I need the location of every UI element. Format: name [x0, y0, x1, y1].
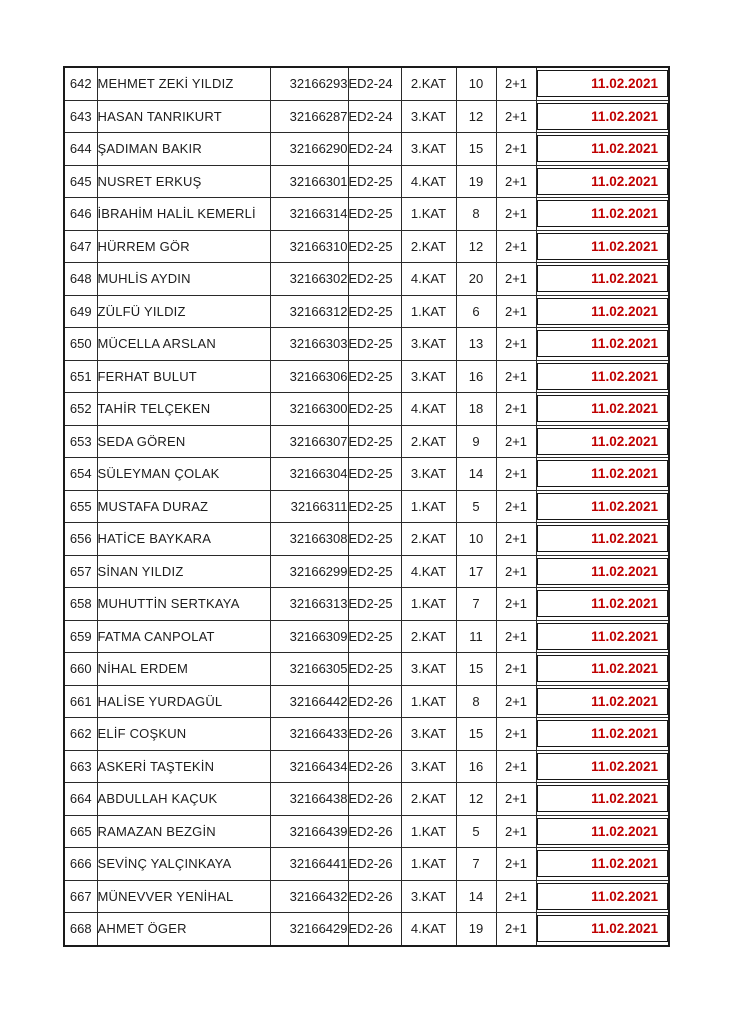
cell-date — [536, 100, 669, 133]
cell-row-number: 659 — [64, 620, 97, 653]
cell-row-number: 664 — [64, 783, 97, 816]
cell-block: ED2-25 — [348, 328, 401, 361]
date-box: 11.02.2021 — [537, 850, 669, 877]
cell-date — [536, 67, 669, 100]
cell-room-type: 2+1 — [496, 555, 536, 588]
cell-floor: 4.KAT — [401, 555, 456, 588]
table-row — [64, 67, 669, 100]
cell-date — [536, 588, 669, 621]
cell-date — [536, 815, 669, 848]
cell-unit-number: 15 — [456, 718, 496, 751]
cell-date — [536, 848, 669, 881]
table-row — [64, 880, 669, 913]
cell-name: HÜRREM GÖR — [97, 230, 270, 263]
cell-name: İBRAHİM HALİL KEMERLİ — [97, 198, 270, 231]
table-row — [64, 913, 669, 946]
cell-floor: 3.KAT — [401, 133, 456, 166]
cell-name: ELİF COŞKUN — [97, 718, 270, 751]
cell-block: ED2-26 — [348, 913, 401, 946]
cell-room-type: 2+1 — [496, 230, 536, 263]
cell-unit-number: 15 — [456, 133, 496, 166]
cell-registration-number: 32166303 — [270, 328, 348, 361]
date-box: 11.02.2021 — [537, 428, 669, 455]
table-row — [64, 523, 669, 556]
table-row — [64, 425, 669, 458]
cell-room-type: 2+1 — [496, 263, 536, 296]
cell-name: HASAN TANRIKURT — [97, 100, 270, 133]
cell-row-number: 658 — [64, 588, 97, 621]
cell-floor: 3.KAT — [401, 100, 456, 133]
cell-registration-number: 32166308 — [270, 523, 348, 556]
cell-date — [536, 620, 669, 653]
cell-name: SEDA GÖREN — [97, 425, 270, 458]
cell-block: ED2-25 — [348, 588, 401, 621]
cell-floor: 3.KAT — [401, 653, 456, 686]
cell-unit-number: 12 — [456, 100, 496, 133]
date-box: 11.02.2021 — [537, 688, 669, 715]
cell-date — [536, 750, 669, 783]
cell-name: RAMAZAN BEZGİN — [97, 815, 270, 848]
cell-registration-number: 32166300 — [270, 393, 348, 426]
cell-date — [536, 295, 669, 328]
cell-room-type: 2+1 — [496, 458, 536, 491]
cell-room-type: 2+1 — [496, 133, 536, 166]
cell-registration-number: 32166433 — [270, 718, 348, 751]
cell-row-number: 663 — [64, 750, 97, 783]
cell-room-type: 2+1 — [496, 848, 536, 881]
cell-registration-number: 32166299 — [270, 555, 348, 588]
cell-name: ŞADIMAN BAKIR — [97, 133, 270, 166]
cell-date — [536, 230, 669, 263]
cell-unit-number: 16 — [456, 360, 496, 393]
cell-registration-number: 32166429 — [270, 913, 348, 946]
cell-room-type: 2+1 — [496, 880, 536, 913]
cell-registration-number: 32166314 — [270, 198, 348, 231]
cell-registration-number: 32166438 — [270, 783, 348, 816]
date-box: 11.02.2021 — [537, 70, 669, 97]
cell-row-number: 656 — [64, 523, 97, 556]
table-row — [64, 620, 669, 653]
date-box: 11.02.2021 — [537, 785, 669, 812]
date-box: 11.02.2021 — [537, 233, 669, 260]
cell-room-type: 2+1 — [496, 360, 536, 393]
table-row — [64, 165, 669, 198]
cell-unit-number: 10 — [456, 67, 496, 100]
cell-block: ED2-26 — [348, 880, 401, 913]
cell-registration-number: 32166307 — [270, 425, 348, 458]
cell-block: ED2-25 — [348, 263, 401, 296]
cell-registration-number: 32166439 — [270, 815, 348, 848]
cell-block: ED2-25 — [348, 198, 401, 231]
table-row — [64, 328, 669, 361]
cell-block: ED2-25 — [348, 523, 401, 556]
cell-registration-number: 32166304 — [270, 458, 348, 491]
cell-unit-number: 10 — [456, 523, 496, 556]
cell-floor: 3.KAT — [401, 458, 456, 491]
cell-room-type: 2+1 — [496, 165, 536, 198]
cell-unit-number: 17 — [456, 555, 496, 588]
date-box: 11.02.2021 — [537, 525, 669, 552]
cell-room-type: 2+1 — [496, 685, 536, 718]
cell-room-type: 2+1 — [496, 718, 536, 751]
date-box: 11.02.2021 — [537, 265, 669, 292]
cell-floor: 4.KAT — [401, 263, 456, 296]
cell-name: NİHAL ERDEM — [97, 653, 270, 686]
cell-date — [536, 393, 669, 426]
cell-row-number: 662 — [64, 718, 97, 751]
cell-row-number: 657 — [64, 555, 97, 588]
date-box: 11.02.2021 — [537, 915, 669, 942]
cell-registration-number: 32166309 — [270, 620, 348, 653]
roster-table — [63, 66, 670, 947]
cell-row-number: 668 — [64, 913, 97, 946]
cell-floor: 2.KAT — [401, 523, 456, 556]
table-row — [64, 263, 669, 296]
cell-block: ED2-25 — [348, 295, 401, 328]
cell-date — [536, 718, 669, 751]
cell-room-type: 2+1 — [496, 490, 536, 523]
cell-room-type: 2+1 — [496, 913, 536, 946]
date-box: 11.02.2021 — [537, 753, 669, 780]
cell-date — [536, 913, 669, 946]
cell-name: MÜCELLA ARSLAN — [97, 328, 270, 361]
cell-room-type: 2+1 — [496, 67, 536, 100]
cell-unit-number: 8 — [456, 198, 496, 231]
cell-registration-number: 32166287 — [270, 100, 348, 133]
cell-block: ED2-26 — [348, 685, 401, 718]
cell-block: ED2-26 — [348, 718, 401, 751]
cell-row-number: 660 — [64, 653, 97, 686]
cell-block: ED2-25 — [348, 230, 401, 263]
table-row — [64, 685, 669, 718]
cell-block: ED2-25 — [348, 393, 401, 426]
cell-unit-number: 7 — [456, 588, 496, 621]
cell-date — [536, 653, 669, 686]
cell-floor: 2.KAT — [401, 67, 456, 100]
date-box: 11.02.2021 — [537, 590, 669, 617]
cell-room-type: 2+1 — [496, 588, 536, 621]
table-row — [64, 133, 669, 166]
cell-floor: 2.KAT — [401, 425, 456, 458]
cell-room-type: 2+1 — [496, 523, 536, 556]
date-box: 11.02.2021 — [537, 818, 669, 845]
cell-name: MUHUTTİN SERTKAYA — [97, 588, 270, 621]
cell-date — [536, 685, 669, 718]
cell-registration-number: 32166306 — [270, 360, 348, 393]
cell-name: TAHİR TELÇEKEN — [97, 393, 270, 426]
cell-registration-number: 32166312 — [270, 295, 348, 328]
date-box: 11.02.2021 — [537, 363, 669, 390]
table-row — [64, 653, 669, 686]
cell-floor: 3.KAT — [401, 328, 456, 361]
cell-unit-number: 19 — [456, 913, 496, 946]
cell-registration-number: 32166313 — [270, 588, 348, 621]
cell-unit-number: 13 — [456, 328, 496, 361]
date-box: 11.02.2021 — [537, 298, 669, 325]
cell-date — [536, 198, 669, 231]
cell-unit-number: 11 — [456, 620, 496, 653]
cell-name: HATİCE BAYKARA — [97, 523, 270, 556]
cell-room-type: 2+1 — [496, 783, 536, 816]
date-box: 11.02.2021 — [537, 200, 669, 227]
cell-room-type: 2+1 — [496, 100, 536, 133]
cell-unit-number: 20 — [456, 263, 496, 296]
cell-unit-number: 5 — [456, 490, 496, 523]
cell-room-type: 2+1 — [496, 295, 536, 328]
date-box: 11.02.2021 — [537, 558, 669, 585]
cell-name: AHMET ÖGER — [97, 913, 270, 946]
cell-name: HALİSE YURDAGÜL — [97, 685, 270, 718]
cell-row-number: 642 — [64, 67, 97, 100]
table-row — [64, 815, 669, 848]
table-row — [64, 588, 669, 621]
cell-room-type: 2+1 — [496, 425, 536, 458]
cell-name: FATMA CANPOLAT — [97, 620, 270, 653]
cell-floor: 2.KAT — [401, 620, 456, 653]
cell-unit-number: 9 — [456, 425, 496, 458]
cell-name: SİNAN YILDIZ — [97, 555, 270, 588]
cell-block: ED2-24 — [348, 67, 401, 100]
cell-block: ED2-25 — [348, 555, 401, 588]
cell-block: ED2-26 — [348, 750, 401, 783]
cell-row-number: 654 — [64, 458, 97, 491]
cell-name: MUHLİS AYDIN — [97, 263, 270, 296]
cell-floor: 4.KAT — [401, 165, 456, 198]
cell-registration-number: 32166301 — [270, 165, 348, 198]
cell-date — [536, 133, 669, 166]
table-row — [64, 848, 669, 881]
table-row — [64, 783, 669, 816]
cell-date — [536, 555, 669, 588]
cell-name: SEVİNÇ YALÇINKAYA — [97, 848, 270, 881]
table-row — [64, 718, 669, 751]
cell-name: ABDULLAH KAÇUK — [97, 783, 270, 816]
cell-row-number: 652 — [64, 393, 97, 426]
cell-row-number: 667 — [64, 880, 97, 913]
cell-date — [536, 523, 669, 556]
cell-unit-number: 8 — [456, 685, 496, 718]
cell-room-type: 2+1 — [496, 620, 536, 653]
table-row — [64, 100, 669, 133]
cell-block: ED2-24 — [348, 100, 401, 133]
cell-floor: 4.KAT — [401, 913, 456, 946]
cell-unit-number: 14 — [456, 880, 496, 913]
cell-registration-number: 32166434 — [270, 750, 348, 783]
cell-registration-number: 32166311 — [270, 490, 348, 523]
cell-registration-number: 32166432 — [270, 880, 348, 913]
cell-row-number: 653 — [64, 425, 97, 458]
table-row — [64, 360, 669, 393]
cell-registration-number: 32166441 — [270, 848, 348, 881]
date-box: 11.02.2021 — [537, 720, 669, 747]
cell-unit-number: 5 — [456, 815, 496, 848]
cell-floor: 1.KAT — [401, 490, 456, 523]
cell-row-number: 651 — [64, 360, 97, 393]
cell-row-number: 646 — [64, 198, 97, 231]
cell-block: ED2-25 — [348, 425, 401, 458]
cell-block: ED2-25 — [348, 490, 401, 523]
table-row — [64, 750, 669, 783]
cell-floor: 1.KAT — [401, 198, 456, 231]
date-box: 11.02.2021 — [537, 395, 669, 422]
cell-room-type: 2+1 — [496, 393, 536, 426]
cell-unit-number: 16 — [456, 750, 496, 783]
cell-registration-number: 32166293 — [270, 67, 348, 100]
date-box: 11.02.2021 — [537, 493, 669, 520]
cell-row-number: 655 — [64, 490, 97, 523]
cell-registration-number: 32166302 — [270, 263, 348, 296]
table-row — [64, 198, 669, 231]
cell-unit-number: 7 — [456, 848, 496, 881]
cell-floor: 2.KAT — [401, 230, 456, 263]
table-row — [64, 295, 669, 328]
cell-registration-number: 32166290 — [270, 133, 348, 166]
cell-unit-number: 12 — [456, 230, 496, 263]
cell-block: ED2-26 — [348, 848, 401, 881]
table-row — [64, 555, 669, 588]
cell-room-type: 2+1 — [496, 653, 536, 686]
cell-block: ED2-26 — [348, 783, 401, 816]
cell-unit-number: 12 — [456, 783, 496, 816]
date-box: 11.02.2021 — [537, 168, 669, 195]
cell-floor: 1.KAT — [401, 848, 456, 881]
cell-name: ZÜLFÜ YILDIZ — [97, 295, 270, 328]
cell-registration-number: 32166310 — [270, 230, 348, 263]
table-row — [64, 458, 669, 491]
cell-room-type: 2+1 — [496, 750, 536, 783]
cell-date — [536, 783, 669, 816]
cell-name: SÜLEYMAN ÇOLAK — [97, 458, 270, 491]
date-box: 11.02.2021 — [537, 460, 669, 487]
cell-name: ASKERİ TAŞTEKİN — [97, 750, 270, 783]
cell-unit-number: 19 — [456, 165, 496, 198]
date-box: 11.02.2021 — [537, 883, 669, 910]
cell-row-number: 665 — [64, 815, 97, 848]
cell-row-number: 645 — [64, 165, 97, 198]
cell-date — [536, 328, 669, 361]
cell-date — [536, 490, 669, 523]
cell-row-number: 661 — [64, 685, 97, 718]
cell-date — [536, 880, 669, 913]
cell-floor: 1.KAT — [401, 295, 456, 328]
cell-room-type: 2+1 — [496, 815, 536, 848]
cell-date — [536, 458, 669, 491]
table-row — [64, 490, 669, 523]
date-box: 11.02.2021 — [537, 135, 669, 162]
table-row — [64, 230, 669, 263]
cell-row-number: 644 — [64, 133, 97, 166]
cell-floor: 3.KAT — [401, 880, 456, 913]
cell-block: ED2-25 — [348, 165, 401, 198]
cell-block: ED2-25 — [348, 458, 401, 491]
cell-floor: 3.KAT — [401, 718, 456, 751]
date-box: 11.02.2021 — [537, 623, 669, 650]
cell-unit-number: 6 — [456, 295, 496, 328]
date-box: 11.02.2021 — [537, 103, 669, 130]
cell-block: ED2-24 — [348, 133, 401, 166]
cell-registration-number: 32166442 — [270, 685, 348, 718]
cell-row-number: 649 — [64, 295, 97, 328]
cell-block: ED2-26 — [348, 815, 401, 848]
cell-room-type: 2+1 — [496, 198, 536, 231]
cell-unit-number: 15 — [456, 653, 496, 686]
date-box: 11.02.2021 — [537, 330, 669, 357]
cell-name: MUSTAFA DURAZ — [97, 490, 270, 523]
cell-floor: 1.KAT — [401, 588, 456, 621]
cell-date — [536, 360, 669, 393]
cell-unit-number: 14 — [456, 458, 496, 491]
cell-floor: 3.KAT — [401, 750, 456, 783]
cell-floor: 2.KAT — [401, 783, 456, 816]
table-row — [64, 393, 669, 426]
cell-name: MÜNEVVER YENİHAL — [97, 880, 270, 913]
cell-floor: 3.KAT — [401, 360, 456, 393]
cell-date — [536, 165, 669, 198]
cell-unit-number: 18 — [456, 393, 496, 426]
cell-name: NUSRET ERKUŞ — [97, 165, 270, 198]
cell-row-number: 643 — [64, 100, 97, 133]
cell-name: MEHMET ZEKİ YILDIZ — [97, 67, 270, 100]
cell-date — [536, 263, 669, 296]
cell-registration-number: 32166305 — [270, 653, 348, 686]
cell-date — [536, 425, 669, 458]
date-box: 11.02.2021 — [537, 655, 669, 682]
cell-block: ED2-25 — [348, 620, 401, 653]
cell-floor: 1.KAT — [401, 815, 456, 848]
cell-row-number: 666 — [64, 848, 97, 881]
cell-block: ED2-25 — [348, 653, 401, 686]
cell-name: FERHAT BULUT — [97, 360, 270, 393]
roster-table-body — [64, 67, 669, 946]
cell-row-number: 648 — [64, 263, 97, 296]
cell-floor: 1.KAT — [401, 685, 456, 718]
cell-block: ED2-25 — [348, 360, 401, 393]
cell-floor: 4.KAT — [401, 393, 456, 426]
cell-row-number: 650 — [64, 328, 97, 361]
cell-room-type: 2+1 — [496, 328, 536, 361]
cell-row-number: 647 — [64, 230, 97, 263]
